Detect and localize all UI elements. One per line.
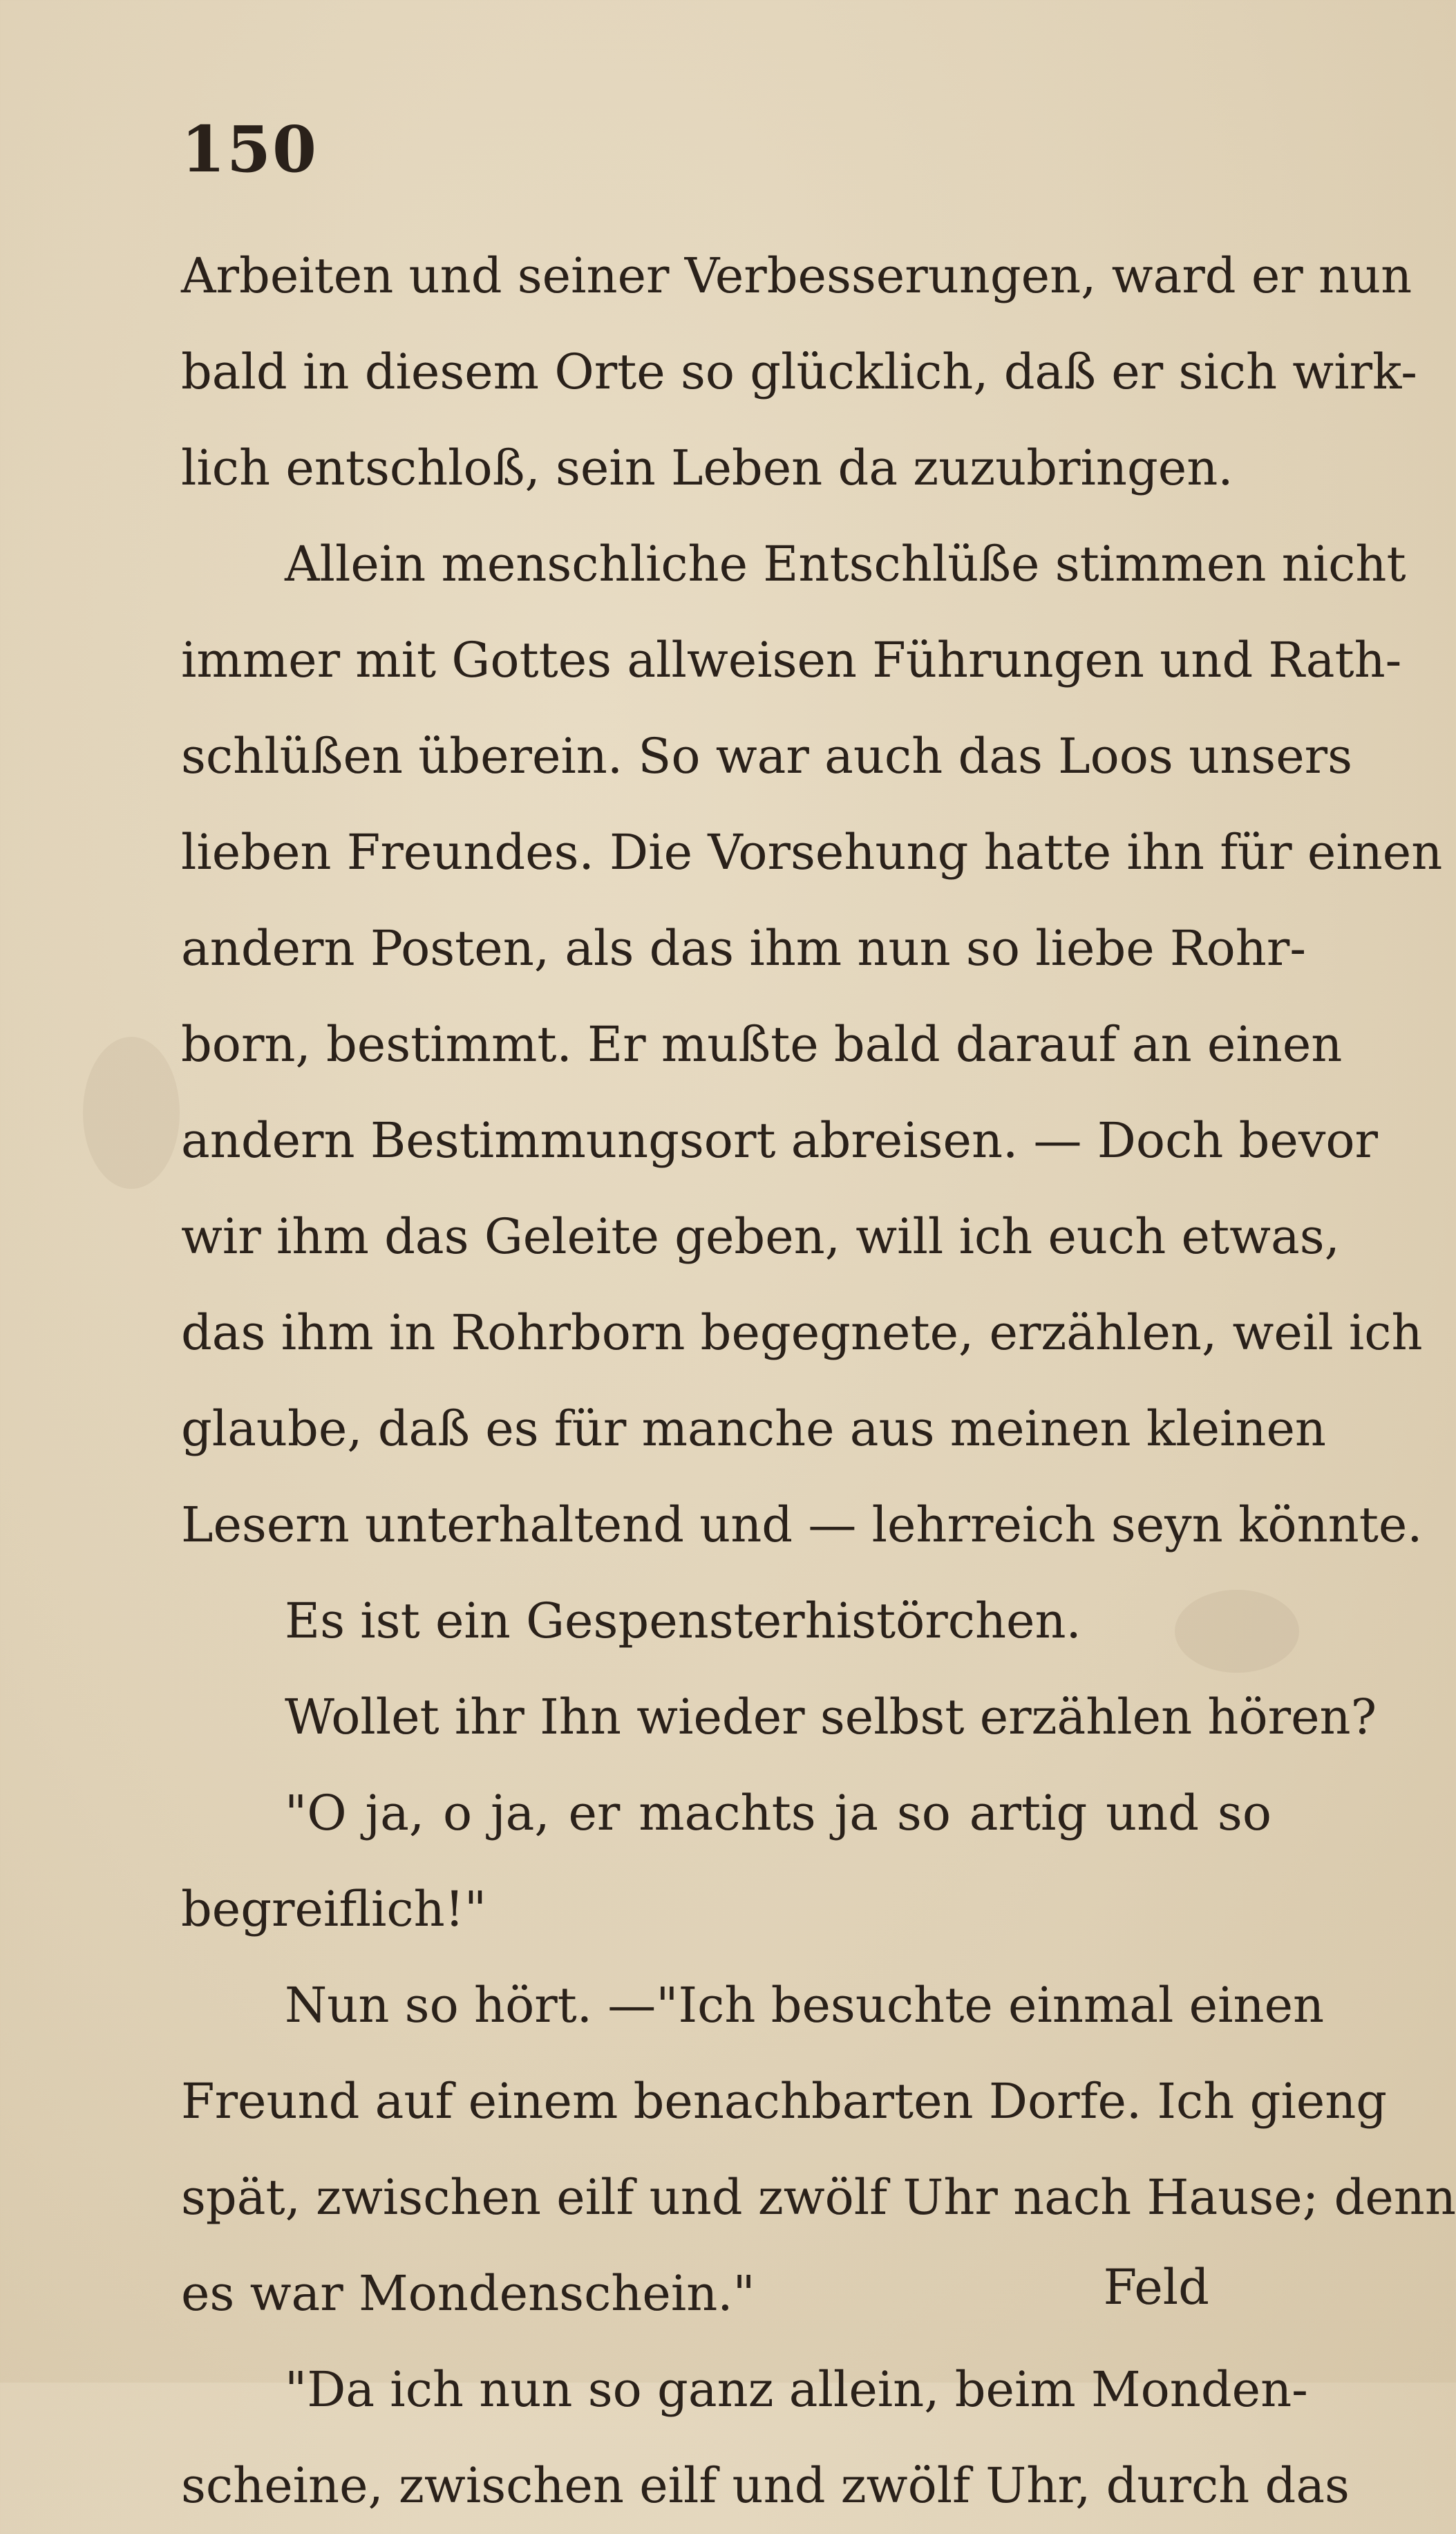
paper-stain [83, 1037, 180, 1189]
text-line: es war Mondenschein." [181, 2265, 755, 2322]
text-line: Arbeiten und seiner Verbesserungen, ward er nun [181, 247, 1412, 304]
text-line: Lesern unterhaltend und — lehrreich seyn könnte. [181, 1496, 1423, 1553]
text-line: wir ihm das Geleite geben, will ich euch etwas, [181, 1208, 1340, 1265]
text-line: Nun so hört. —"Ich besuchte einmal einen [285, 1977, 1325, 2034]
text-line: Allein menschliche Entschlüße stimmen nicht [285, 536, 1406, 592]
text-line: immer mit Gottes allweisen Führungen und Rath- [181, 632, 1402, 688]
text-line: Wollet ihr Ihn wieder selbst erzählen hören? [285, 1689, 1377, 1745]
text-line: glaube, daß es für manche aus meinen kleinen [181, 1400, 1326, 1457]
text-line: "O ja, o ja, er machts ja so artig und so [285, 1785, 1271, 1841]
text-line: Freund auf einem benachbarten Dorfe. Ich gieng [181, 2073, 1388, 2130]
text-line: lich entschloß, sein Leben da zuzubringen. [181, 440, 1233, 496]
text-line: andern Bestimmungsort abreisen. — Doch bevor [181, 1112, 1378, 1169]
body-text [181, 228, 1456, 2534]
text-line: andern Posten, als das ihm nun so liebe Rohr- [181, 920, 1306, 977]
text-line: "Da ich nun so ganz allein, beim Monden- [285, 2361, 1308, 2418]
catchword: Feld [1103, 2259, 1209, 2316]
text-line: Es ist ein Gespensterhistörchen. [285, 1593, 1081, 1649]
page-number: 150 [181, 112, 319, 187]
text-line: scheine, zwischen eilf und zwölf Uhr, durch das [181, 2457, 1350, 2514]
text-line: schlüßen überein. So war auch das Loos unsers [181, 728, 1353, 785]
text-line: das ihm in Rohrborn begegnete, erzählen, weil ich [181, 1304, 1423, 1361]
text-line: lieben Freundes. Die Vorsehung hatte ihn für einen [181, 824, 1443, 881]
text-line: bald in diesem Orte so glücklich, daß er sich wirk- [181, 344, 1417, 400]
text-line: begreiflich!" [181, 1881, 487, 1937]
text-line: born, bestimmt. Er mußte bald darauf an einen [181, 1016, 1343, 1073]
text-line: spät, zwischen eilf und zwölf Uhr nach Hause; denn [181, 2169, 1456, 2226]
